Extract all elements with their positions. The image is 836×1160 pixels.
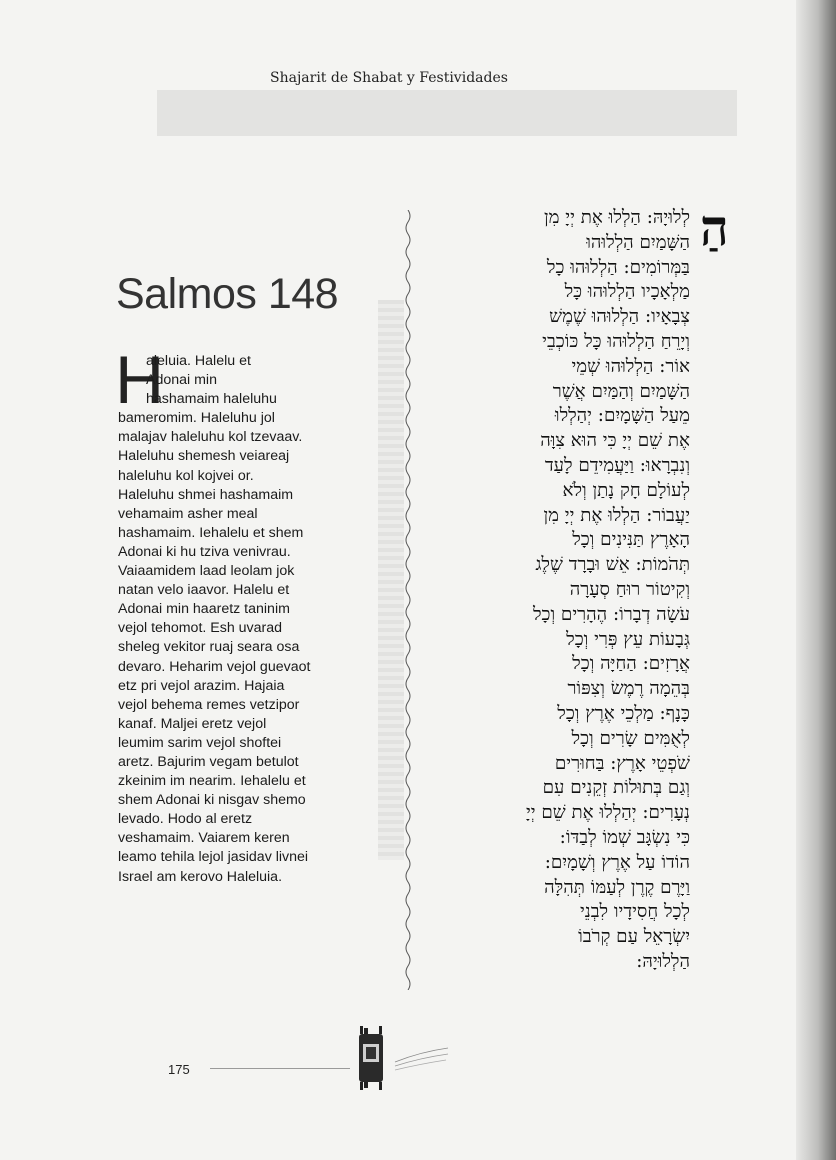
hebrew-line: אֲרָזִים: הַחַיָּה וְכָל (572, 653, 690, 675)
transliteration-line: levado. Hodo al eretz (118, 811, 253, 828)
hebrew-line: וְנִבְרָאוּ: וַיַּעֲמִידֵם לָעַד (544, 454, 690, 476)
transliteration-line: leumim sarim vejol shoftei (118, 734, 282, 751)
drop-cap: H (115, 342, 165, 418)
footer-rule (210, 1068, 350, 1069)
psalm-title: Salmos 148 (116, 270, 339, 318)
hebrew-line: יַעֲבוֹר: הַלְלוּ אֶת יְיָ מִן (543, 504, 690, 526)
running-title: Shajarit de Shabat y Festividades (270, 70, 508, 86)
transliteration-line: aleluia. Halelu et (146, 353, 251, 369)
hebrew-line: וַיָּרֶם קֶרֶן לְעַמּוֹ תְּהִלָּה (544, 876, 690, 898)
wavy-column-divider (402, 210, 414, 990)
transliteration-line: sheleg vekitor ruaj seara osa (118, 639, 300, 656)
hebrew-line: הָאָרֶץ תַּנִּינִים וְכָל (572, 529, 690, 551)
hebrew-line: וְיָרֵחַ הַלְלוּהוּ כָּל כּוֹכְבֵי (542, 330, 690, 352)
transliteration-line: bameromim. Haleluhu jol (118, 410, 275, 427)
transliteration-line: etz pri vejol arazim. Hajaia (118, 677, 285, 694)
hebrew-line: לְלוּיָהּ: הַלְלוּ אֶת יְיָ מִן (544, 207, 690, 228)
transliteration-line: natan velo iaavor. Halelu et (118, 582, 290, 599)
transliteration-line: veshamaim. Vaiarem keren (118, 830, 290, 847)
hebrew-line: תְּהֹמוֹת: אֵשׁ וּבָרָד שֶׁלֶג (535, 554, 690, 576)
page-number: 175 (168, 1062, 190, 1077)
hebrew-line: כִּי נִשְׂגָּב שְׁמוֹ לְבַדּוֹ: (559, 826, 690, 848)
hebrew-line: אוֹר: הַלְלוּהוּ שְׁמֵי (571, 355, 690, 377)
hebrew-line: בְּהֵמָה רֶמֶשׂ וְצִפּוֹר (567, 678, 690, 700)
hebrew-line: נְעָרִים: יְהַלְלוּ אֶת שֵׁם יְיָ (525, 802, 690, 824)
hebrew-line: צְבָאָיו: הַלְלוּהוּ שֶׁמֶשׁ (549, 306, 690, 328)
transliteration-line: Haleluhu shmei hashamaim (118, 486, 294, 503)
page-edge-shadow (796, 0, 836, 1160)
hebrew-line: כָּנָף: מַלְכֵי אֶרֶץ וְכָל (557, 702, 690, 724)
hebrew-line: הַשָּׁמַיִם וְהַמַּיִם אֲשֶׁר (552, 380, 690, 402)
transliteration-line: shem Adonai ki nisgav shemo (118, 792, 306, 809)
transliteration-line: hashamaim haleluhu (146, 391, 277, 408)
hebrew-initial-letter: הַ (700, 198, 729, 257)
transliteration-line: Adonai ki hu tziva venivrau. (118, 543, 291, 560)
torah-scroll-icon (350, 1022, 450, 1094)
bleed-through-column (378, 300, 404, 860)
transliteration-line: kanaf. Maljei eretz vejol (118, 715, 267, 732)
hebrew-line: וְקִיטוֹר רוּחַ סְעָרָה (569, 578, 690, 600)
transliteration-line: zkeinim im nearim. Iehalelu et (118, 773, 306, 790)
hebrew-line: שֹׁפְטֵי אָרֶץ: בַּחוּרִים (554, 752, 690, 774)
hebrew-line: עֹשָׂה דְבָרוֹ: הֶהָרִים וְכָל (532, 603, 690, 625)
hebrew-line: הַלְלוּיָהּ: (636, 950, 690, 972)
hebrew-text (440, 206, 690, 975)
transliteration-line: devaro. Heharim vejol guevaot (118, 658, 311, 675)
bleed-through-band (157, 90, 737, 136)
transliteration-line: aretz. Bajurim vegam betulot (118, 753, 299, 770)
transliteration-line: malajav haleluhu kol tzevaav. (118, 429, 303, 446)
hebrew-line: יִשְׂרָאֵל עַם קְרֹבוֹ (578, 926, 690, 948)
transliteration-line: Israel am kerovo Haleluia. (118, 868, 283, 885)
hebrew-line: לְכָל חֲסִידָיו לִבְנֵי (579, 901, 690, 923)
hebrew-line: בַּמְּרוֹמִים: הַלְלוּהוּ כָל (546, 256, 690, 278)
hebrew-line: אֶת שֵׁם יְיָ כִּי הוּא צִוָּה (540, 430, 690, 452)
hebrew-line: הַשָּׁמַיִם הַלְלוּהוּ (586, 231, 690, 253)
hebrew-line: מַלְאָכָיו הַלְלוּהוּ כָּל (564, 281, 690, 303)
hebrew-line: לְעוֹלָם חָק נָתַן וְלֹא (562, 479, 690, 501)
transliteration-line: Vaiaamidem laad leolam jok (118, 563, 295, 580)
hebrew-line: גְּבָעוֹת עֵץ פְּרִי וְכָל (566, 628, 690, 650)
transliteration-line: Adonai min (146, 372, 217, 389)
transliteration-line: hashamaim. Iehalelu et shem (118, 524, 304, 541)
hebrew-line: וְגַם בְּתוּלוֹת זְקֵנִים עִם (542, 777, 690, 799)
transliteration-line: vejol tehomot. Esh uvarad (118, 620, 283, 637)
hebrew-line: הוֹדוֹ עַל אֶרֶץ וְשָׁמָיִם: (544, 851, 690, 873)
transliteration-line: leamo tehila lejol jasidav livnei (118, 849, 309, 866)
hebrew-line: מֵעַל הַשָּׁמָיִם: יְהַלְלוּ (554, 405, 690, 427)
hebrew-line: לְאֻמִּים שָׂרִים וְכָל (571, 727, 690, 749)
transliteration-text (118, 352, 378, 887)
transliteration-line: Haleluhu shemesh veiareaj (118, 448, 290, 465)
transliteration-line: haleluhu kol kojvei or. (118, 467, 254, 484)
transliteration-line: vejol behema remes vetzipor (118, 696, 300, 713)
transliteration-line: vehamaim asher meal (118, 505, 258, 522)
transliteration-line: Adonai min haaretz taninim (118, 601, 290, 618)
